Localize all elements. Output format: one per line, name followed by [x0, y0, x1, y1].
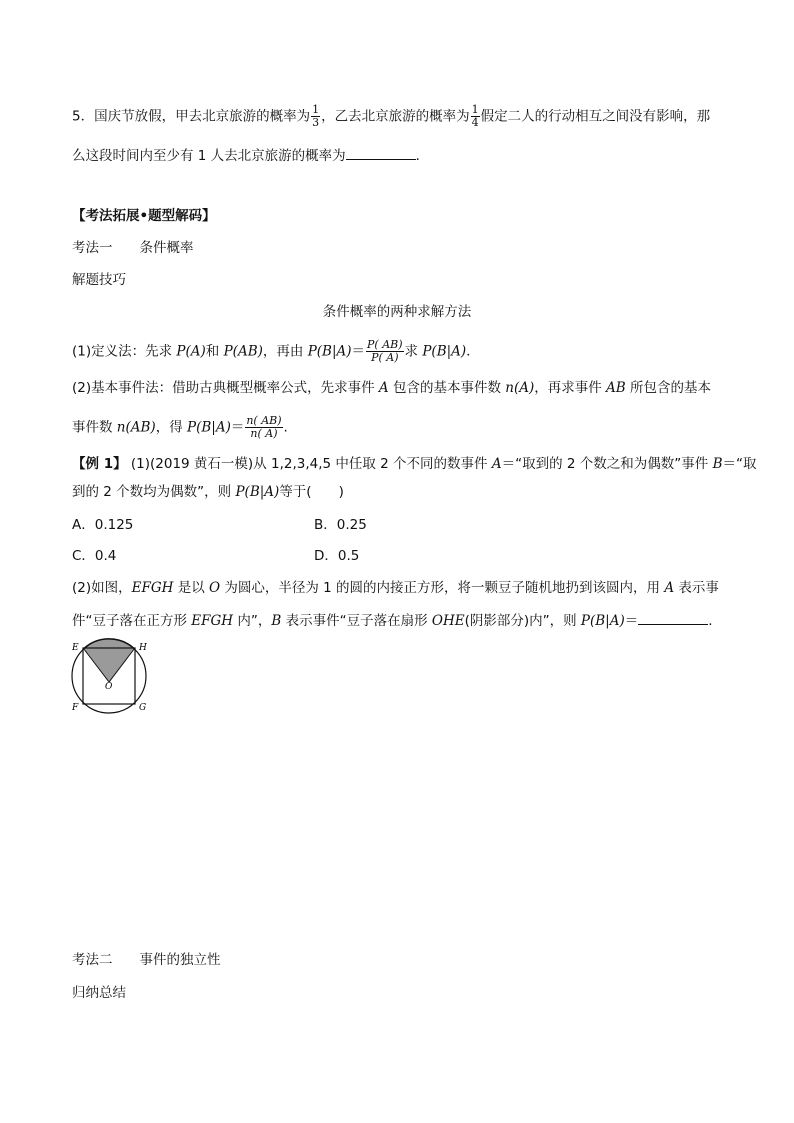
example-part-2-line-2: 件“豆子落在正方形 EFGH 内”，B 表示事件“豆子落在扇形 OHE(阴影部分)内”，则 P(B|A)＝ . [72, 610, 713, 631]
label-f: F [72, 703, 79, 713]
shaded-sector-ohe [84, 639, 135, 682]
example-tag: 【例 1】 [72, 456, 127, 472]
option-d[interactable]: D．0.5 [314, 548, 360, 564]
answer-blank-example-2[interactable] [638, 610, 708, 625]
fraction-pab-over-pa: $\frac{P( AB)}{P( A)}$ [367, 338, 403, 364]
method-1-title: 考法一 条件概率 [72, 240, 194, 256]
q5-text-d: 么这段时间内至少有 1 人去北京旅游的概率为 [72, 148, 346, 164]
label-e: E [72, 643, 79, 653]
label-g: G [139, 703, 147, 713]
question-5-line-2: 么这段时间内至少有 1 人去北京旅游的概率为 ． [72, 145, 429, 166]
summary-label: 归纳总结 [72, 985, 126, 1001]
q5-text-c: 假定二人的行动相互之间没有影响，那 [480, 108, 711, 125]
method-2-title: 考法二 事件的独立性 [72, 952, 221, 968]
option-b[interactable]: B．0.25 [314, 517, 367, 533]
answer-blank-q5[interactable] [346, 145, 416, 160]
example-part-2-line-1: (2)如图，EFGH 是以 O 为圆心，半径为 1 的圆的内接正方形，将一颗豆子随机地扔到该圆内，用 A 表示事 [72, 580, 719, 596]
label-o: O [105, 682, 113, 692]
fraction-one-quarter: $\frac{1}{4}$ [471, 103, 479, 129]
option-a[interactable]: A．0.125 [72, 517, 134, 533]
basic-method-line-1: (2)基本事件法：借助古典概型概率公式，先求事件 A 包含的基本事件数 n(A)，再求事件 AB 所包含的基本 [72, 380, 712, 396]
example-1-line-1: 【例 1】 (1)(2019 黄石一模)从 1,2,3,4,5 中任取 2 个不同的数事件 A＝“取到的 2 个数之和为偶数”事件 B＝“取 [72, 456, 757, 472]
label-h: H [139, 643, 147, 653]
question-5-line-1 [72, 104, 710, 129]
example-1-line-2: 到的 2 个数均为偶数”，则 P(B|A)等于( ) [72, 484, 344, 500]
q5-text-b: ，乙去北京旅游的概率为 [321, 108, 470, 125]
section-heading: 【考法拓展•题型解码】 [72, 208, 216, 224]
circle-square-figure [66, 638, 154, 720]
definition-method-line: (1)定义法：先求 P(A)和 P(AB)，再由 P(B|A)＝ $\frac{P( AB)}{P( A)}$ 求 P(B|A)． [72, 338, 480, 364]
fraction-one-third: $\frac{1}{3}$ [312, 103, 320, 129]
basic-method-line-2: 事件数 n(AB)，得 P(B|A)＝ $\frac{n( AB)}{n( A)}$ . [72, 414, 288, 440]
option-c[interactable]: C．0.4 [72, 548, 117, 564]
q5-text-a: 5．国庆节放假，甲去北京旅游的概率为 [72, 108, 311, 125]
tips-label: 解题技巧 [72, 272, 126, 288]
method-title: 条件概率的两种求解方法 [322, 304, 472, 320]
fraction-nab-over-na: $\frac{n( AB)}{n( A)}$ [246, 414, 282, 440]
